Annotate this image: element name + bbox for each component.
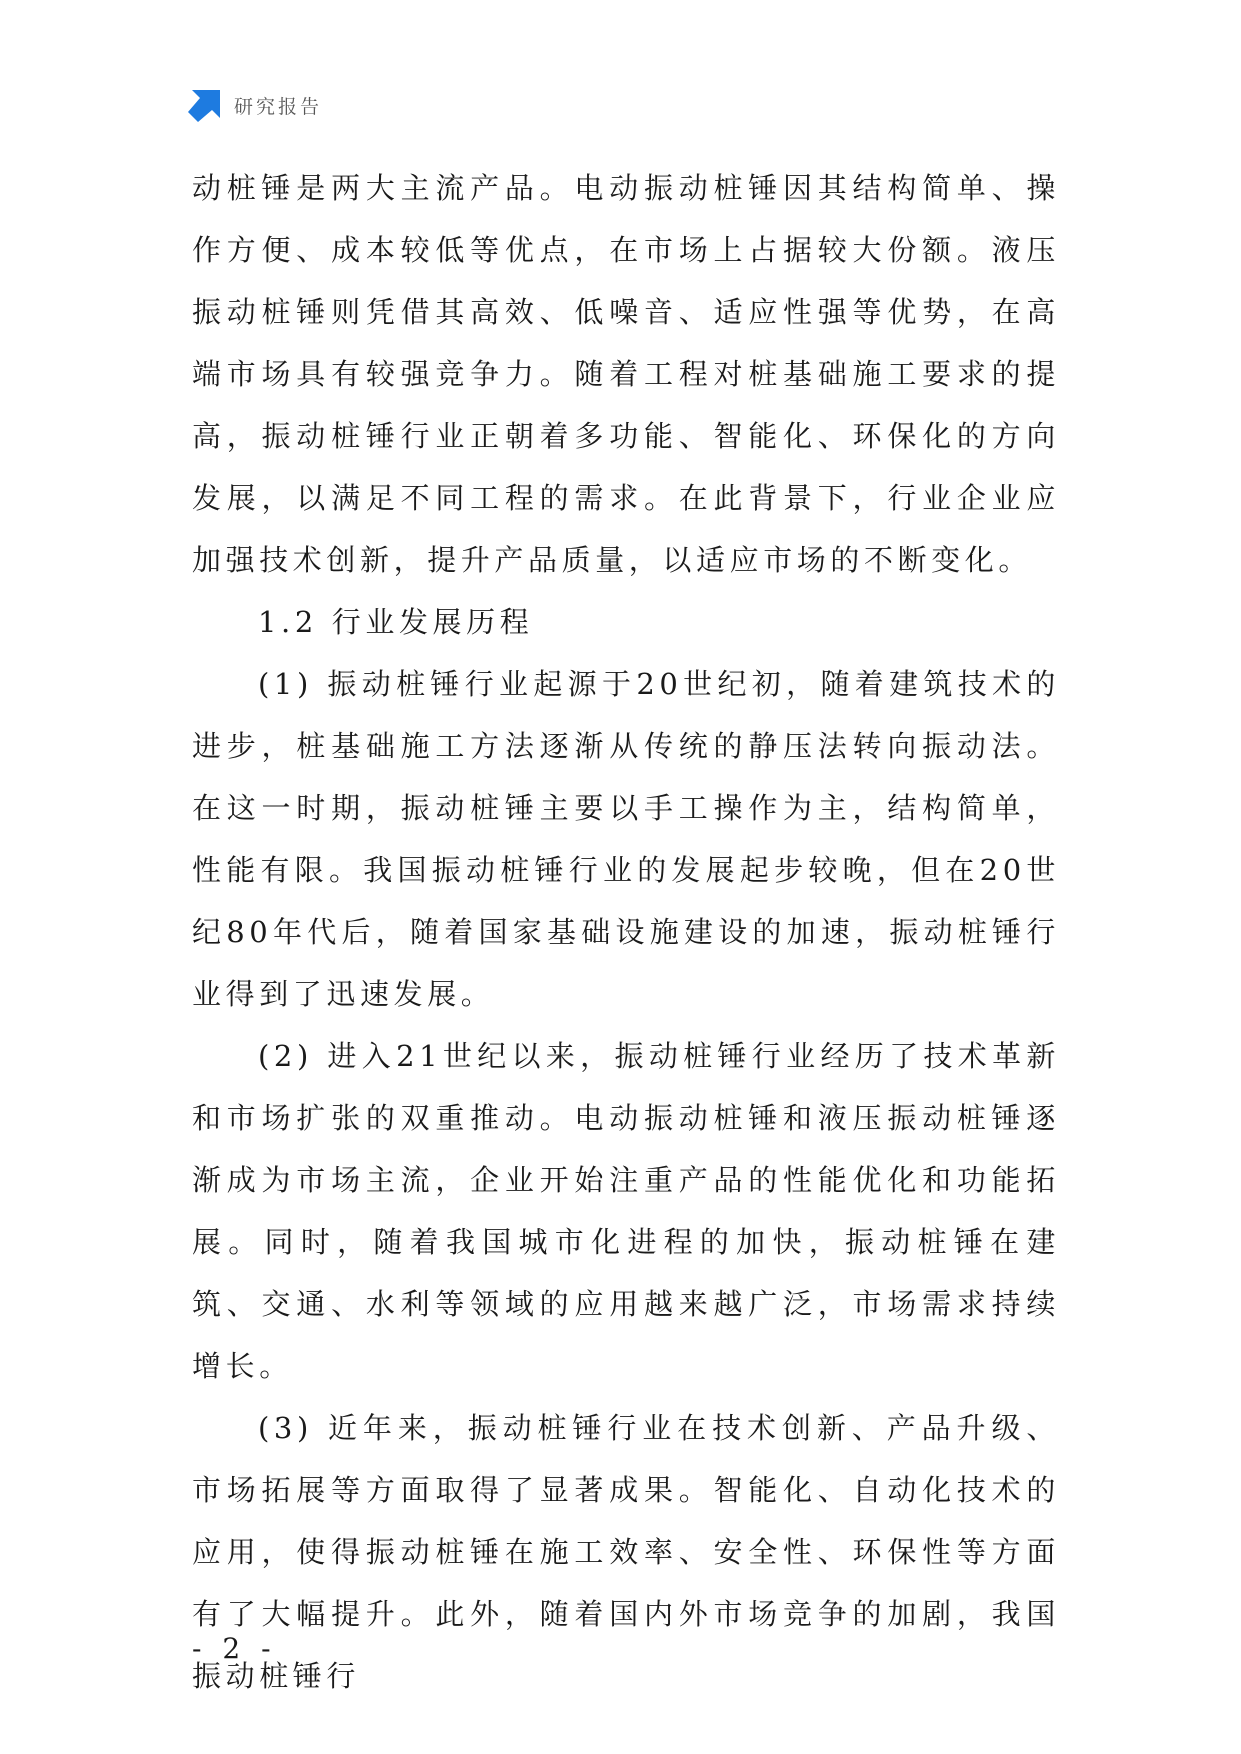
paragraph-history-2: (2) 进入21世纪以来，振动桩锤行业经历了技术革新和市场扩张的双重推动。电动振动桩锤和液压振动桩锤逐渐成为市场主流，企业开始注重产品的性能优化和功能拓展。同时，随着我国城市化进程的加快，振动桩锤在建筑、交通、水利等领域的应用越来越广泛，市场需求持续增长。	[192, 1039, 1060, 1383]
paragraph-history-1: (1) 振动桩锤行业起源于20世纪初，随着建筑技术的进步，桩基础施工方法逐渐从传统的静压法转向振动法。在这一时期，振动桩锤主要以手工操作为主，结构简单，性能有限。我国振动桩锤行业的发展起步较晚，但在20世纪80年代后，随着国家基础设施建设的加速，振动桩锤行业得到了迅速发展。	[192, 667, 1060, 1011]
header-title: 研究报告	[234, 95, 323, 118]
section-heading: 1.2 行业发展历程	[258, 605, 534, 639]
report-header	[188, 88, 322, 122]
page-number: - 2 -	[192, 1632, 277, 1665]
arrow-up-right-icon	[188, 88, 222, 122]
document-body	[192, 157, 1060, 1707]
paragraph-history-3: (3) 近年来，振动桩锤行业在技术创新、产品升级、市场拓展等方面取得了显著成果。智能化、自动化技术的应用，使得振动桩锤在施工效率、安全性、环保性等方面有了大幅提升。此外，随着国内外市场竞争的加剧，我国振动桩锤行	[192, 1411, 1060, 1693]
paragraph-continued: 动桩锤是两大主流产品。电动振动桩锤因其结构简单、操作方便、成本较低等优点，在市场上占据较大份额。液压振动桩锤则凭借其高效、低噪音、适应性强等优势，在高端市场具有较强竞争力。随着工程对桩基础施工要求的提高，振动桩锤行业正朝着多功能、智能化、环保化的方向发展，以满足不同工程的需求。在此背景下，行业企业应加强技术创新，提升产品质量，以适应市场的不断变化。	[192, 171, 1060, 577]
